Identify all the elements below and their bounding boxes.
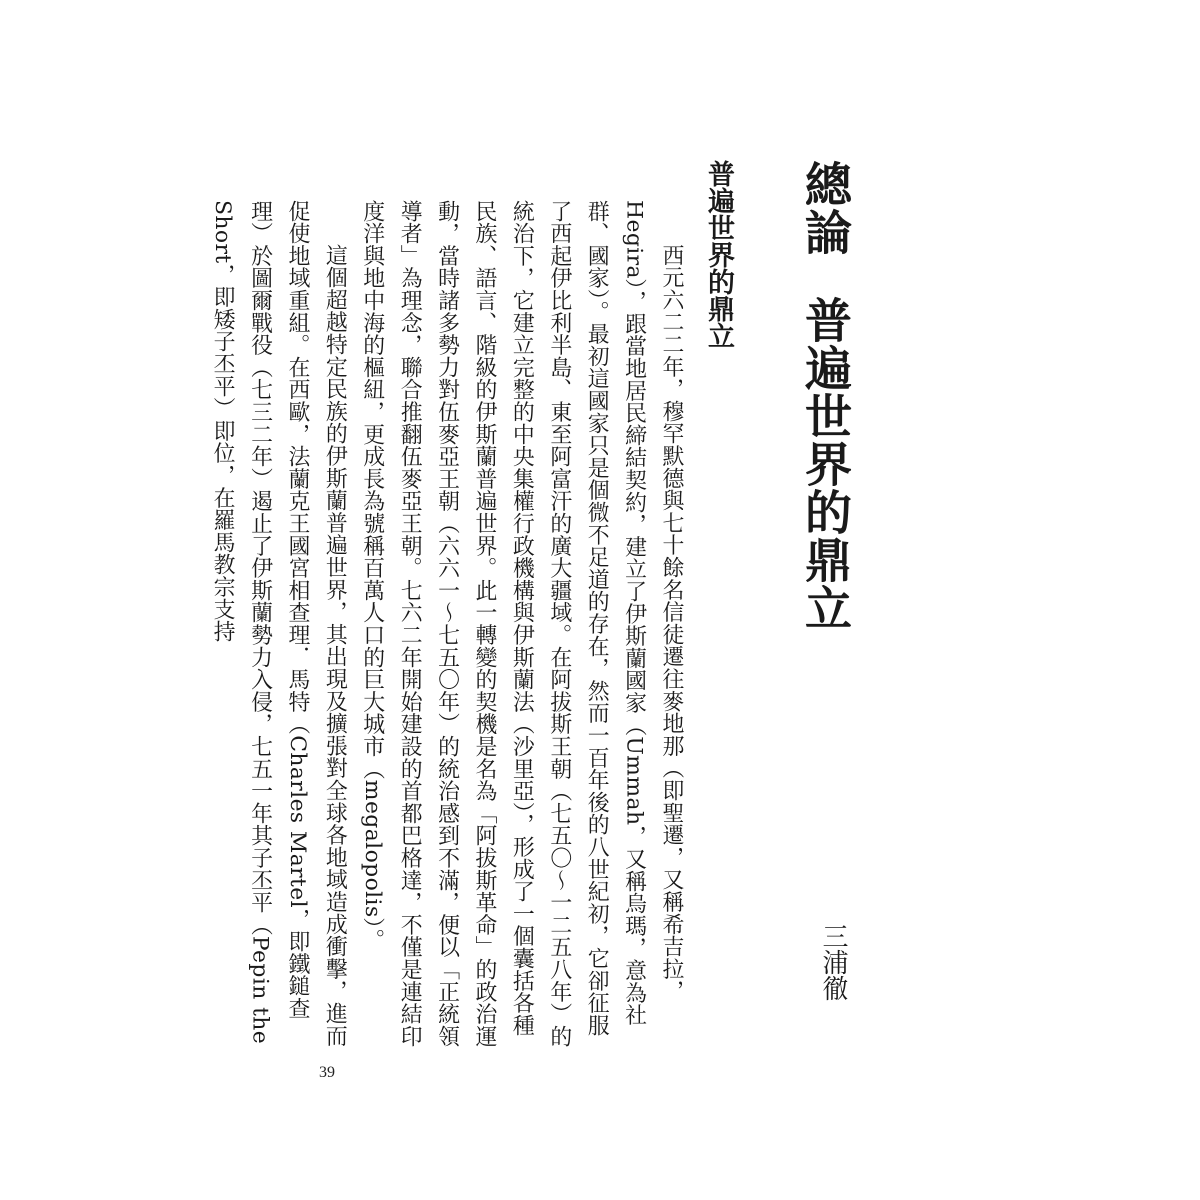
chapter-title [796, 160, 852, 632]
body-paragraph-2: 這個超越特定民族的伊斯蘭普遍世界，其出現及擴張對全球各地域造成衝擊，進而促使地域重組。在西歐，法蘭克王國宮相查理．馬特（Charles Martel，即鐵鎚查理）於圖爾戰役（七三二年）遏止了伊斯蘭勢力入侵，七五一年其子丕平（Pepin the Short，即矮子丕平）即位，在羅馬教宗支持 [210, 200, 348, 1047]
chapter-title-text: 普遍世界的鼎立 [797, 296, 852, 632]
section-heading: 普遍世界的鼎立 [703, 160, 734, 349]
author-name: 三浦徹 [818, 923, 848, 1001]
page-number: 39 [319, 1064, 335, 1081]
body-text [204, 200, 690, 1050]
body-paragraph-1: 西元六二二年，穆罕默德與七十餘名信徒遷往麥地那（即聖遷，又稱希吉拉，Hegira），跟當地居民締結契約，建立了伊斯蘭國家（Ummah，又稱烏瑪，意為社群、國家）。最初這國家只是個微不足道的存在，然而一百年後的八世紀初，它卻征服了西起伊比利半島、東至阿富汗的廣大疆域。在阿拔斯王朝（七五〇～一二五八年）的統治下，它建立完整的中央集權行政機構與伊斯蘭法（沙里亞），形成了一個囊括各種民族、語言、階級的伊斯蘭普遍世界。此一轉變的契機是名為「阿拔斯革命」的政治運動，當時諸多勢力對伍麥亞王朝（六六一～七五〇年）的統治感到不滿，便以「正統領導者」為理念，聯合推翻伍麥亞王朝。七六二年開始建設的首都巴格達，不僅是連結印度洋與地中海的樞紐，更成長為號稱百萬人口的巨大城市（megalopolis）。 [359, 200, 684, 1048]
chapter-prefix: 總論 [797, 160, 852, 256]
